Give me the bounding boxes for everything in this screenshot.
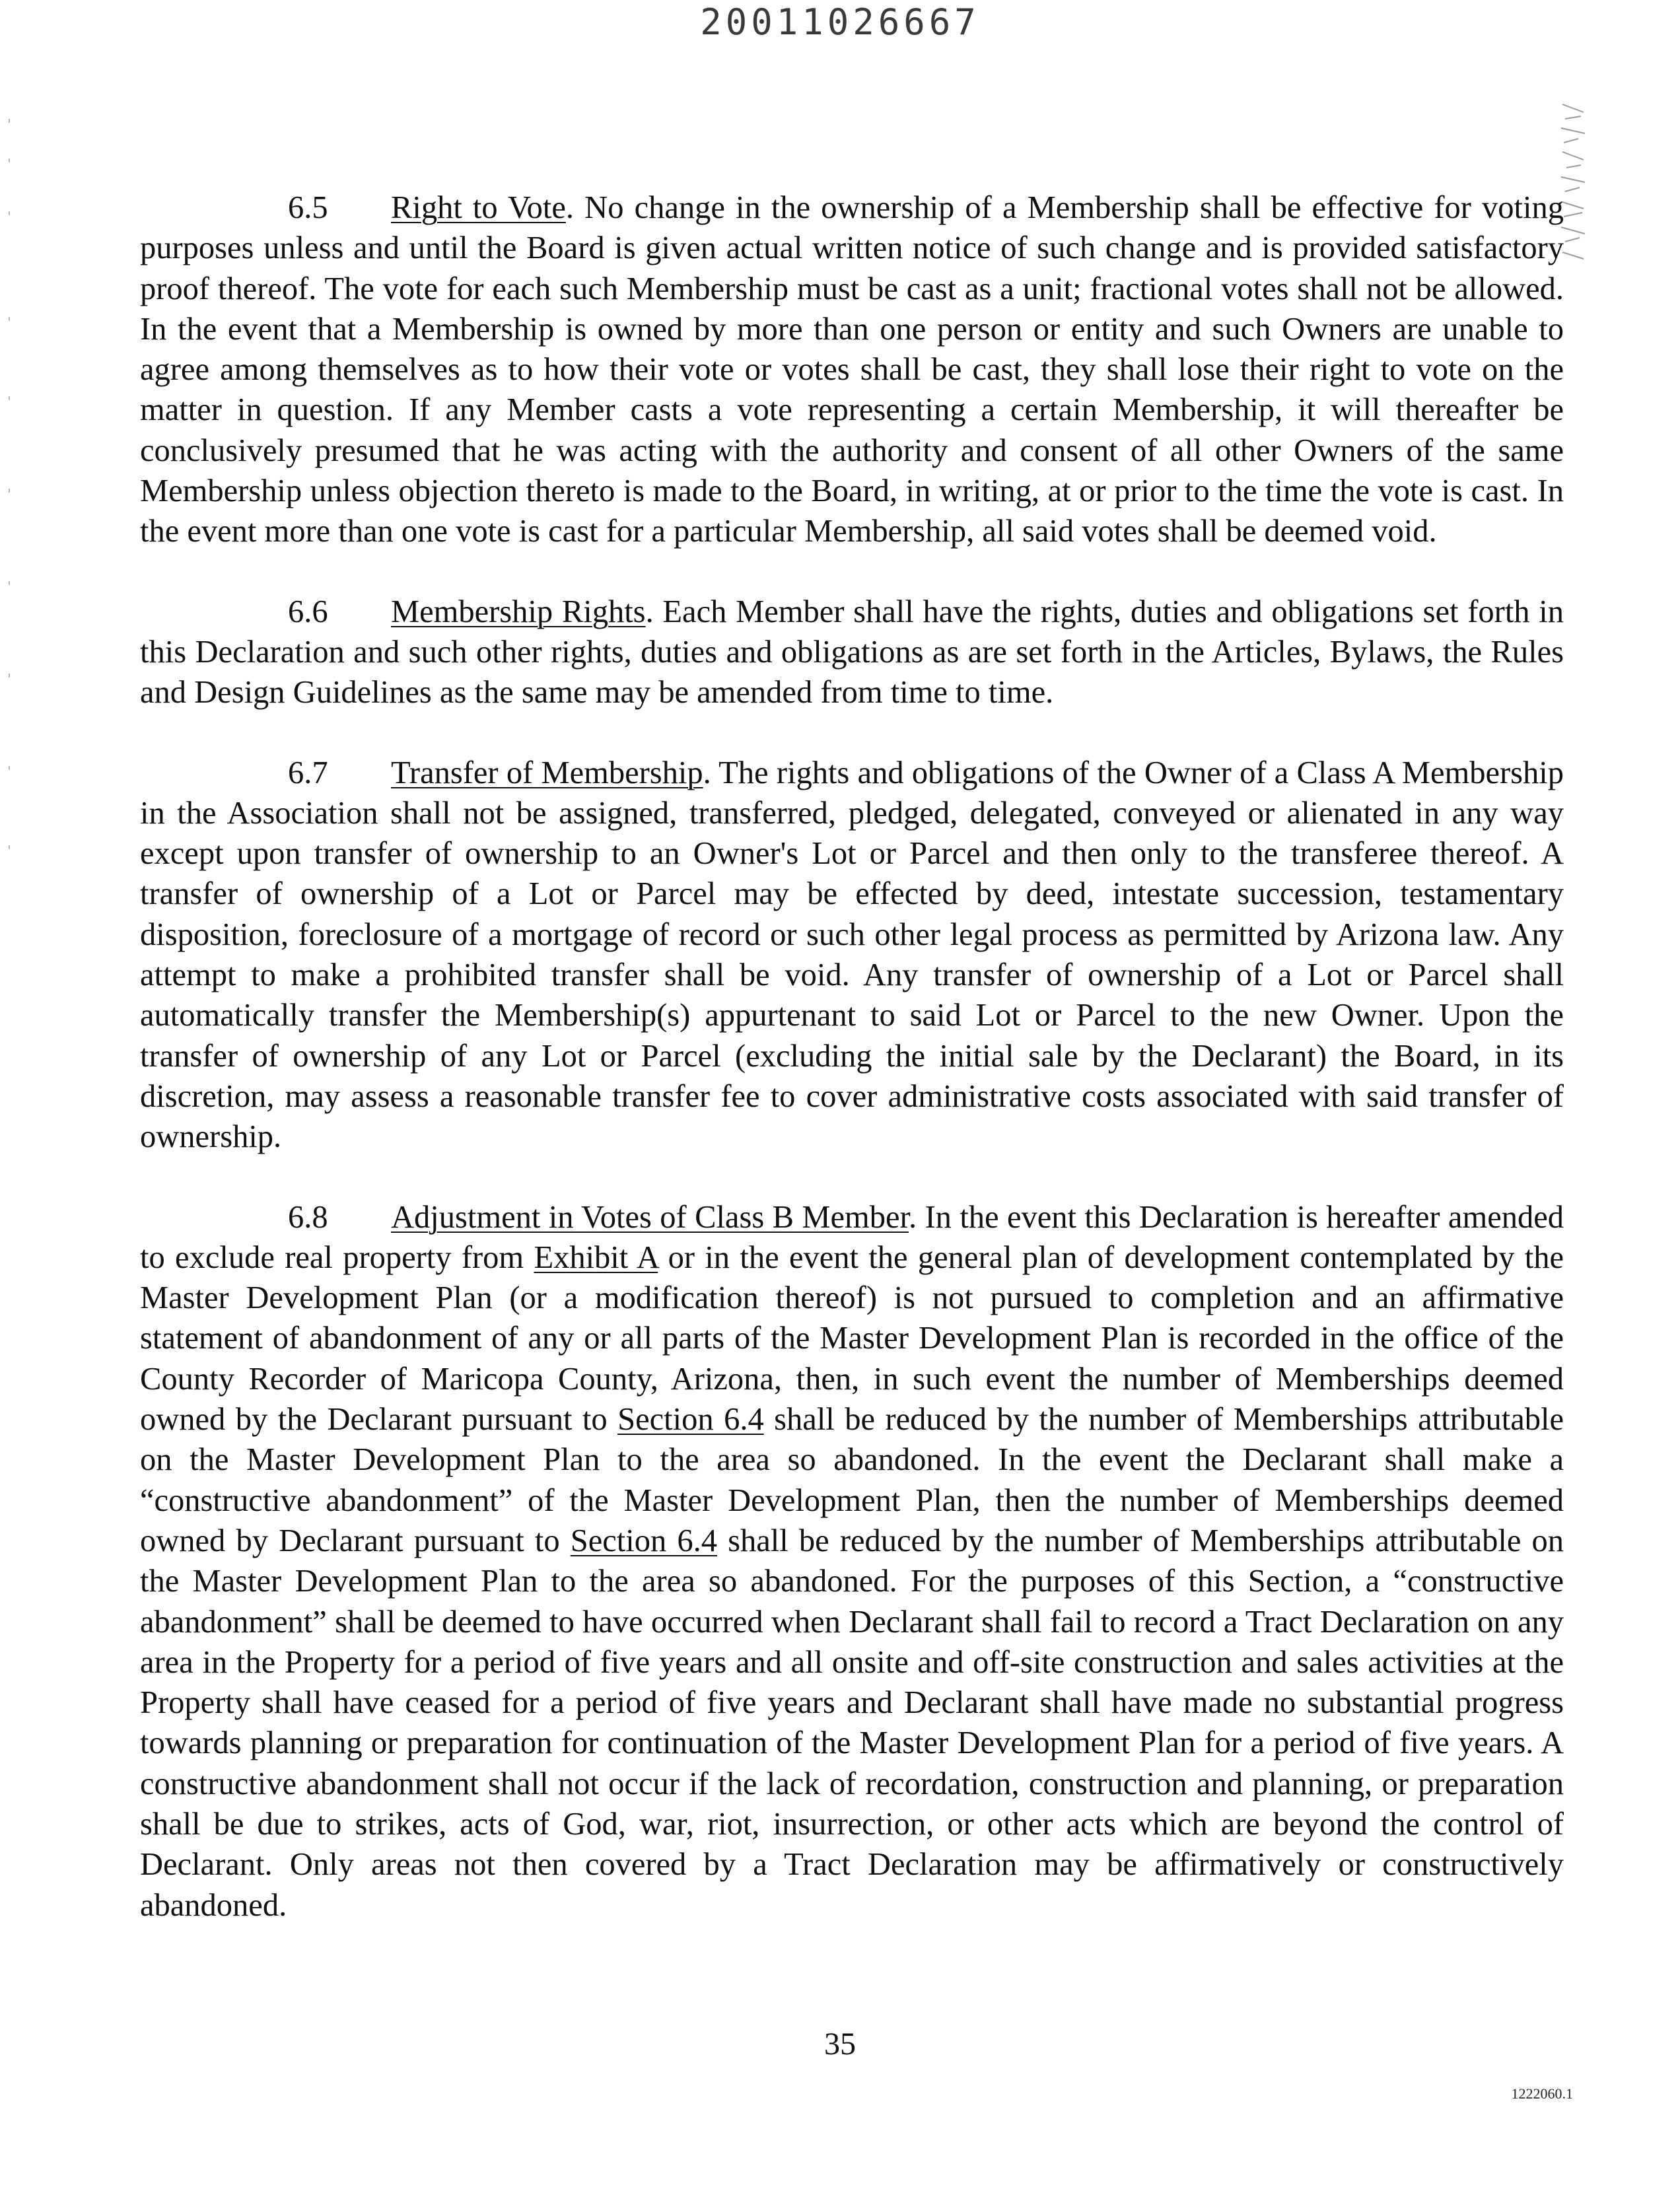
section-paragraph [140,188,1564,552]
section-title: Adjustment in Votes of Class B Member [391,1199,909,1235]
section-title: Right to Vote [391,190,566,225]
document-body [140,188,1564,1965]
recording-number: 20011026667 [700,1,980,43]
section-text: . The rights and obligations of the Owner of a Class A Membership in the Association shall not be assigned, transferred, pledged, delegated, conveyed or alienated in any way except upon transfer of ownership to an Owner's Lot or Parcel and then only to the transferee thereof. A transfer of ownership of a Lot or Parcel may be effected by deed, intestate succession, testamentary disposition, foreclosure of a mortgage of record or such other legal process as permitted by Arizona law. Any attempt to make a prohibited transfer shall be void. Any transfer of ownership of a Lot or Parcel shall automatically transfer the Membership(s) appurtenant to said Lot or Parcel to the new Owner. Upon the transfer of ownership of any Lot or Parcel (excluding the initial sale by the Declarant) the Board, in its discretion, may assess a reasonable transfer fee to cover administrative costs associated with said transfer of ownership. [140,755,1564,1155]
section-text: . No change in the ownership of a Membership shall be effective for voting purposes unless and until the Board is given actual written notice of such change and is provided satisfactory proof thereof. The vote for each such Membership must be cast as a unit; fractional votes shall not be allowed. In the event that a Membership is owned by more than one person or entity and such Owners are unable to agree among themselves as to how their vote or votes shall be cast, they shall lose their right to vote on the matter in question. If any Member casts a vote representing a certain Membership, it will thereafter be conclusively presumed that he was acting with the authority and consent of all other Owners of the same Membership unless objection thereto is made to the Board, in writing, at or prior to the time the vote is cast. In the event more than one vote is cast for a particular Membership, all said votes shall be deemed void. [140,190,1564,549]
section-6-4-reference: Section 6.4 [570,1523,718,1558]
section-6-6 [140,592,1564,713]
section-title: Transfer of Membership [391,755,703,790]
section-text: shall be reduced by the number of Memberships attributable on the Master Development Plan to the area so abandoned. For the purposes of this Section, a “constructive abandonment” shall be deemed to have occurred when Declarant shall fail to record a Tract Declaration on any area in the Property for a period of five years and all onsite and off-site construction and sales activities at the Property shall have ceased for a period of five years and Declarant shall have made no substantial progress towards planning or preparation for continuation of the Master Development Plan for a period of five years. A constructive abandonment shall not occur if the lack of recordation, construction and planning, or preparation shall be due to strikes, acts of God, war, riot, insurrection, or other acts which are beyond the control of Declarant. Only areas not then covered by a Tract Declaration may be affirmatively or constructively abandoned. [140,1523,1564,1923]
section-number: 6.8 [288,1199,328,1235]
section-text: shall be reduced by the number of Memberships attributable on the Master Development Plan to the area so abandoned. In the event the Declarant shall make a “constructive abandonment” of the Master Development Plan, then the number of Memberships deemed owned by Declarant pursuant to [140,1402,1564,1558]
section-6-8 [140,1197,1564,1926]
section-number: 6.5 [288,190,328,225]
section-6-7 [140,753,1564,1158]
section-paragraph [140,753,1564,1158]
scan-margin-marks [7,119,12,911]
section-number: 6.7 [288,755,328,790]
document-code: 1222060.1 [1511,2085,1573,2102]
section-6-4-reference: Section 6.4 [617,1402,764,1438]
section-text: . Each Member shall have the rights, duties and obligations set forth in this Declaration and such other rights, duties and obligations as are set forth in the Articles, Bylaws, the Rules and Design Guidelines as the same may be amended from time to time. [140,594,1564,711]
exhibit-a-reference: Exhibit A [534,1239,658,1275]
section-paragraph [140,592,1564,713]
section-text: . In the event this Declaration is hereafter amended to exclude real property from [140,1199,1564,1275]
section-paragraph [140,1197,1564,1926]
page-number: 35 [824,2027,856,2062]
section-text: or in the event the general plan of development contemplated by the Master Development Plan (or a modification thereof) is not pursued to completion and an affirmative statement of abandonment of any or all parts of the Master Development Plan is recorded in the office of the County Recorder of Maricopa County, Arizona, then, in such event the number of Memberships deemed owned by the Declarant pursuant to [140,1239,1564,1438]
section-6-5 [140,188,1564,552]
section-number: 6.6 [288,594,328,629]
section-title: Membership Rights [391,594,646,629]
